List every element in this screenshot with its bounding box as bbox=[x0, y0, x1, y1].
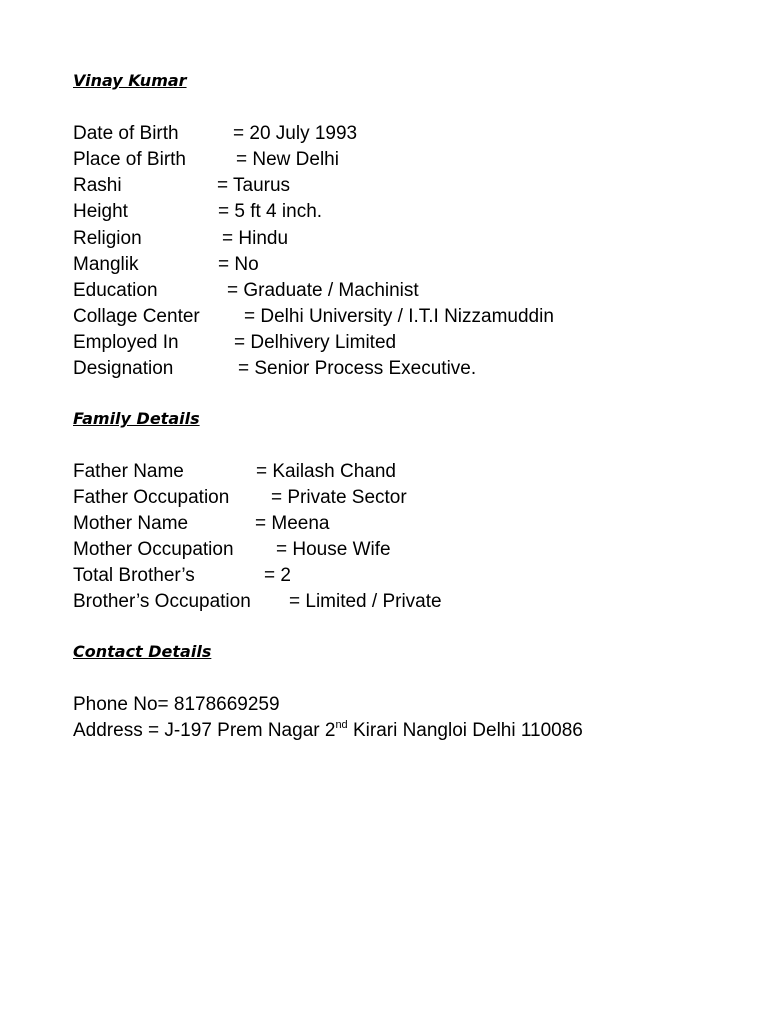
address-main: Address = J-197 Prem Nagar 2 bbox=[73, 720, 336, 741]
detail-row-place-of-birth bbox=[73, 149, 339, 170]
detail-label: Father Name bbox=[73, 461, 184, 482]
candidate-name: Vinay Kumar bbox=[73, 71, 187, 90]
detail-label: Rashi bbox=[73, 175, 122, 196]
detail-row-total-brothers bbox=[73, 565, 291, 586]
detail-row-mother-occupation bbox=[73, 539, 391, 560]
detail-value: = No bbox=[218, 254, 259, 275]
detail-row-father-occupation bbox=[73, 487, 407, 508]
detail-row-brothers-occupation bbox=[73, 591, 442, 612]
detail-row-designation bbox=[73, 358, 477, 379]
detail-label: Collage Center bbox=[73, 306, 200, 327]
detail-row-manglik bbox=[73, 254, 259, 275]
detail-label: Date of Birth bbox=[73, 123, 179, 144]
detail-value: = Meena bbox=[255, 513, 330, 534]
detail-row-collage-center bbox=[73, 306, 554, 327]
detail-label: Height bbox=[73, 201, 128, 222]
phone-number: Phone No= 8178669259 bbox=[73, 694, 280, 715]
detail-value: = 2 bbox=[264, 565, 291, 586]
detail-value: = 20 July 1993 bbox=[233, 123, 358, 144]
detail-label: Place of Birth bbox=[73, 149, 186, 170]
detail-value: = Senior Process Executive. bbox=[238, 358, 477, 379]
detail-label: Brother’s Occupation bbox=[73, 591, 251, 612]
address-rest: Kirari Nangloi Delhi 110086 bbox=[347, 720, 583, 741]
detail-value: = Private Sector bbox=[271, 487, 407, 508]
detail-label: Manglik bbox=[73, 254, 139, 275]
detail-label: Total Brother’s bbox=[73, 565, 195, 586]
detail-row-employed-in bbox=[73, 332, 397, 353]
detail-label: Mother Occupation bbox=[73, 539, 234, 560]
detail-value: = Delhivery Limited bbox=[234, 332, 397, 353]
detail-value: = Limited / Private bbox=[289, 591, 442, 612]
detail-row-education bbox=[73, 280, 419, 301]
detail-value: = New Delhi bbox=[236, 149, 339, 170]
detail-value: = 5 ft 4 inch. bbox=[218, 201, 323, 222]
detail-row-father-name bbox=[73, 461, 396, 482]
detail-value: = Delhi University / I.T.I Nizzamuddin bbox=[244, 306, 554, 327]
detail-label: Education bbox=[73, 280, 158, 301]
detail-row-religion bbox=[73, 228, 289, 249]
detail-row-height bbox=[73, 201, 323, 222]
detail-value: = Graduate / Machinist bbox=[227, 280, 419, 301]
address bbox=[73, 721, 583, 740]
detail-label: Designation bbox=[73, 358, 174, 379]
detail-row-mother-name bbox=[73, 513, 330, 534]
detail-label: Employed In bbox=[73, 332, 179, 353]
detail-row-date-of-birth bbox=[73, 123, 358, 144]
detail-value: = Taurus bbox=[217, 175, 291, 196]
contact-details-heading: Contact Details bbox=[73, 642, 212, 661]
address-superscript: nd bbox=[335, 719, 348, 731]
detail-label: Father Occupation bbox=[73, 487, 230, 508]
detail-row-rashi bbox=[73, 175, 291, 196]
detail-value: = Hindu bbox=[222, 228, 289, 249]
detail-value: = House Wife bbox=[276, 539, 391, 560]
family-details-heading: Family Details bbox=[73, 409, 200, 428]
detail-label: Mother Name bbox=[73, 513, 189, 534]
detail-label: Religion bbox=[73, 228, 142, 249]
detail-value: = Kailash Chand bbox=[256, 461, 396, 482]
